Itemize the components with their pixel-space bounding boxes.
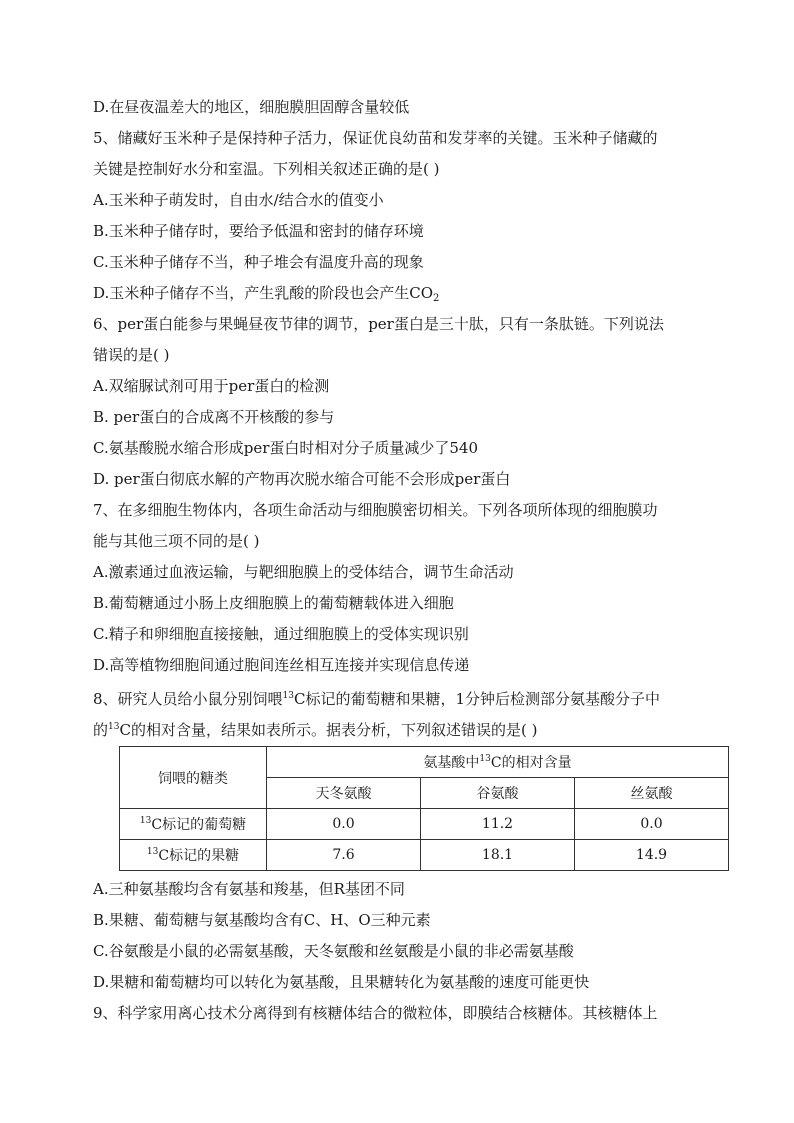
q8-stem-line2-a: 的: [93, 721, 109, 739]
table-cell: 7.6: [267, 840, 421, 871]
q5-option-c: C.玉米种子储存不当，种子堆会有温度升高的现象: [93, 253, 424, 271]
q7-option-d: D.高等植物细胞间通过胞间连丝相互连接并实现信息传递: [93, 656, 470, 674]
q8-option-d: D.果糖和葡萄糖均可以转化为氨基酸，且果糖转化为氨基酸的速度可能更快: [93, 973, 590, 991]
row-label-text: C标记的葡萄糖: [151, 817, 247, 833]
q8-stem-line2-b: C的相对含量，结果如表所示。据表分析，下列叙述错误的是( ): [119, 721, 538, 739]
isotope-superscript: 13: [479, 754, 491, 764]
table-cell: 0.0: [267, 809, 421, 840]
q5-stem-line2: 关键是控制好水分和室温。下列相关叙述正确的是( ): [93, 160, 440, 178]
q5-option-d-text: D.玉米种子储存不当，产生乳酸的阶段也会产生CO: [93, 284, 434, 302]
q8-option-b: B.果糖、葡萄糖与氨基酸均含有C、H、O三种元素: [93, 911, 431, 929]
header-group-pre: 氨基酸中: [423, 755, 480, 771]
isotope-superscript: 13: [146, 847, 159, 857]
table-row: [120, 840, 729, 871]
q8-stem-line1-a: 8、研究人员给小鼠分别饲喂: [93, 690, 283, 708]
exam-page: [93, 92, 713, 1029]
q8-option-a: A.三种氨基酸均含有氨基和羧基，但R基团不同: [93, 880, 405, 898]
q5-stem-line1: 5、储藏好玉米种子是保持种子活力，保证优良幼苗和发芽率的关键。玉米种子储藏的: [93, 129, 658, 147]
co2-subscript: 2: [433, 293, 440, 304]
q7-option-c: C.精子和卵细胞直接接触，通过细胞膜上的受体实现识别: [93, 625, 469, 643]
q7-option-b: B.葡萄糖通过小肠上皮细胞膜上的葡萄糖载体进入细胞: [93, 594, 454, 612]
table-row: [120, 809, 729, 840]
isotope-superscript: 13: [282, 691, 294, 701]
column-header: 天冬氨酸: [267, 778, 421, 809]
q7-stem-line1: 7、在多细胞生物体内，各项生命活动与细胞膜密切相关。下列各项所体现的细胞膜功: [93, 501, 658, 519]
q7-option-a: A.激素通过血液运输，与靶细胞膜上的受体结合，调节生命活动: [93, 563, 514, 581]
q8-stem-line2: [93, 712, 713, 743]
q4-option-d: D.在昼夜温差大的地区，细胞膜胆固醇含量较低: [93, 98, 410, 116]
results-table: [119, 746, 729, 871]
q7-stem-line2: 能与其他三项不同的是( ): [93, 532, 260, 550]
row-label: [120, 840, 267, 871]
table-cell: 0.0: [575, 809, 729, 840]
q9-stem-line1: 9、科学家用离心技术分离得到有核糖体结合的微粒体，即膜结合核糖体。其核糖体上: [93, 1004, 658, 1022]
isotope-superscript: 13: [108, 722, 120, 732]
q6-option-b: B. per蛋白的合成离不开核酸的参与: [93, 408, 335, 426]
row-label: [120, 809, 267, 840]
q5-option-a: A.玉米种子萌发时，自由水/结合水的值变小: [93, 191, 384, 209]
table-cell: 18.1: [421, 840, 575, 871]
header-group: [267, 747, 729, 778]
q8-option-c: C.谷氨酸是小鼠的必需氨基酸，天冬氨酸和丝氨酸是小鼠的非必需氨基酸: [93, 942, 574, 960]
header-group-post: C的相对含量: [490, 755, 572, 771]
q8-stem-line1: [93, 681, 713, 712]
column-header: 谷氨酸: [421, 778, 575, 809]
q6-option-c: C.氨基酸脱水缩合形成per蛋白时相对分子质量减少了540: [93, 439, 478, 457]
row-label-text: C标记的果糖: [158, 848, 240, 864]
column-header: 丝氨酸: [575, 778, 729, 809]
q5-option-d: [93, 278, 713, 309]
header-sugar-type: 饲喂的糖类: [120, 747, 267, 809]
q8-stem-line1-b: C标记的葡萄糖和果糖，1分钟后检测部分氨基酸分子中: [294, 690, 661, 708]
q6-stem-line1: 6、per蛋白能参与果蝇昼夜节律的调节，per蛋白是三十肽，只有一条肽链。下列说法: [93, 315, 664, 333]
q6-option-a: A.双缩脲试剂可用于per蛋白的检测: [93, 377, 330, 395]
q5-option-b: B.玉米种子储存时，要给予低温和密封的储存环境: [93, 222, 424, 240]
isotope-superscript: 13: [139, 816, 152, 826]
table-cell: 11.2: [421, 809, 575, 840]
q6-option-d: D. per蛋白彻底水解的产物再次脱水缩合可能不会形成per蛋白: [93, 470, 511, 488]
q6-stem-line2: 错误的是( ): [93, 346, 170, 364]
table-cell: 14.9: [575, 840, 729, 871]
